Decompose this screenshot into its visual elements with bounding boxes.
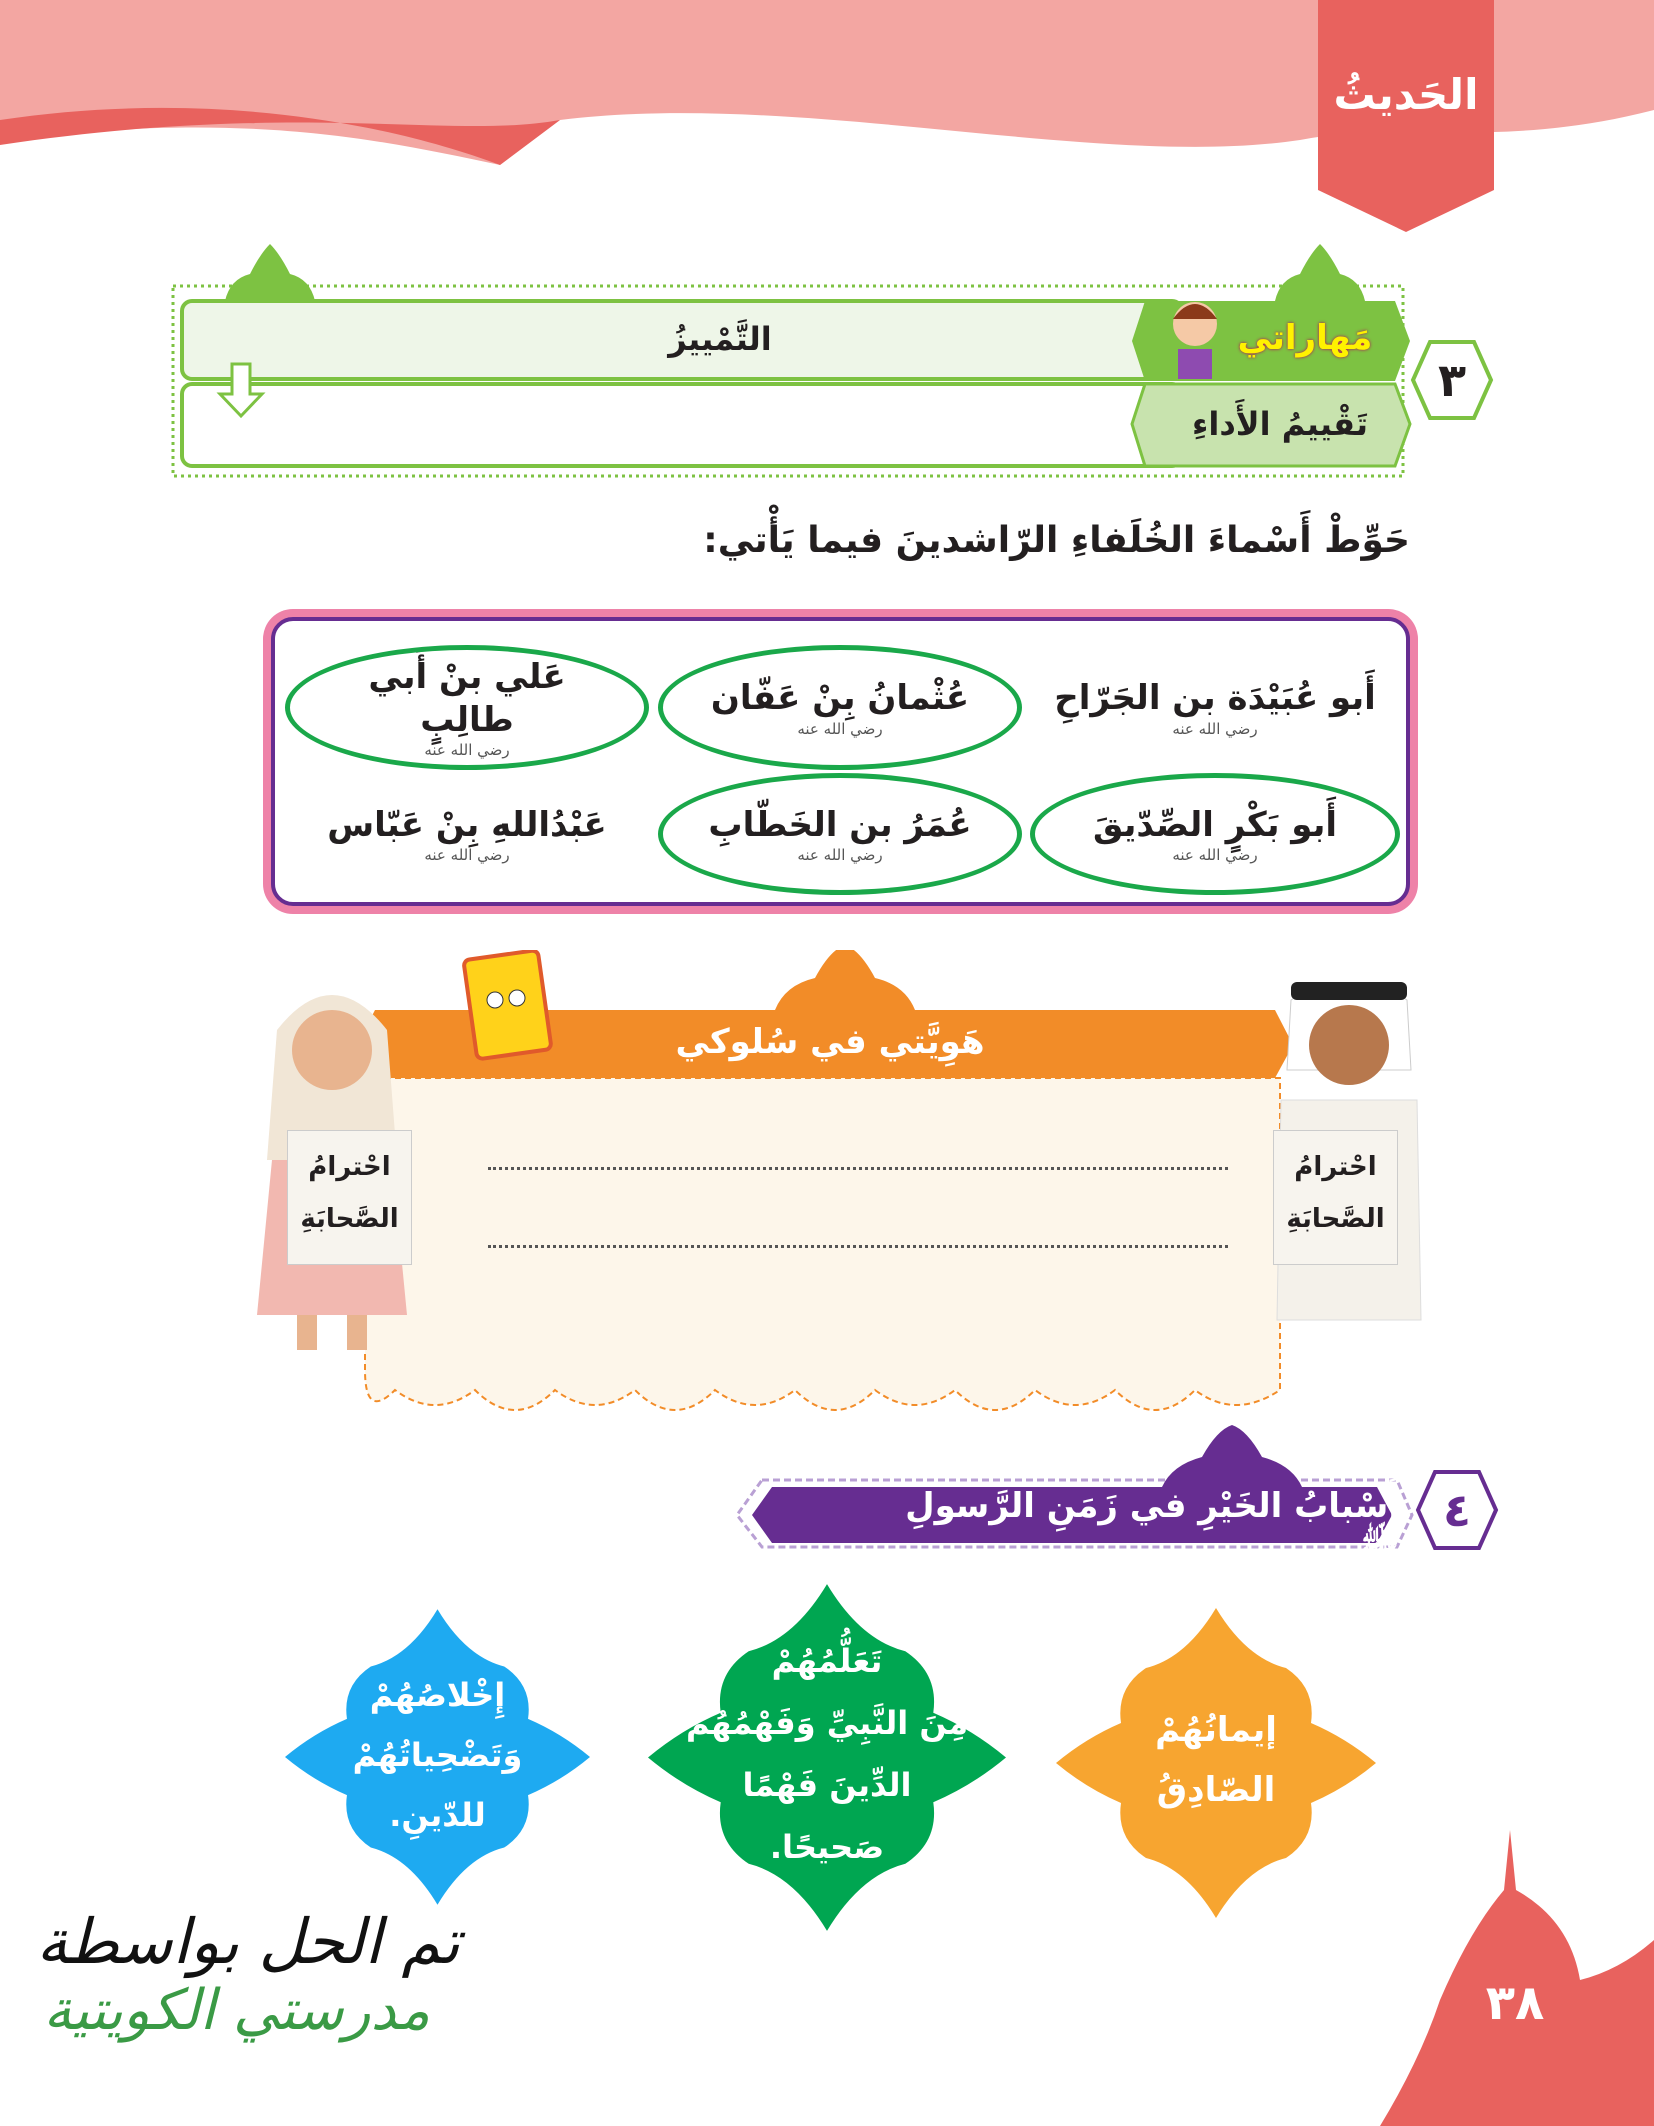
- instruction: حَوِّطْ أَسْماءَ الخُلَفاءِ الرّاشدينَ فيما يَأْتي:: [703, 520, 1410, 561]
- sign-card: [287, 1130, 412, 1265]
- sign-line: احْترامُ: [1294, 1152, 1377, 1182]
- name-text: عُمَرُ بن الخَطّابِ: [708, 804, 972, 845]
- honorific: رضي الله عنه: [424, 846, 510, 865]
- watermark-line: مدرستي الكويتية: [43, 1978, 430, 2043]
- section4-title: أَسْبابُ الخَيْرِ في زَمَنِ الرَّسولِ ﷺ.: [905, 1486, 1400, 1567]
- reason-line: صَحيحًا.: [769, 1828, 885, 1866]
- sign-line: الصَّحابَةِ: [1286, 1204, 1385, 1234]
- reason-line: تَعَلُّمُهُمْ: [771, 1642, 883, 1680]
- name-option-circled[interactable]: [658, 773, 1022, 895]
- honorific: رضي الله عنه: [424, 741, 510, 759]
- page-title: الحَديثُ: [1333, 70, 1479, 119]
- honorific: رضي الله عنه: [797, 846, 883, 865]
- reason-line: إِخْلاصُهُمْ: [369, 1676, 506, 1714]
- reason-line: الصّادِقُ: [1156, 1770, 1276, 1810]
- name-text: أَبو عُبَيْدَة بن الجَرّاحِ: [1054, 678, 1376, 719]
- solution-watermark: [0, 1905, 470, 2105]
- reason-line: الدِّينَ فَهْمًا: [742, 1766, 912, 1804]
- reason-line: إيمانُهُمْ: [1155, 1710, 1277, 1750]
- watermark-line: تم الحل بواسطة: [36, 1905, 460, 1978]
- sign-line: احْترامُ: [308, 1152, 391, 1182]
- name-option[interactable]: [285, 773, 649, 895]
- reason-line: وَتَضْحِياتُهُمْ: [352, 1736, 523, 1774]
- skills-label: مَهاراتي: [1237, 318, 1373, 358]
- behaviour-title: هَوِيَّتي في سُلوكي: [675, 1022, 985, 1062]
- answer-line[interactable]: [488, 1167, 1228, 1170]
- name-option[interactable]: [1030, 645, 1400, 770]
- name-text: عَبْدُاللهِ بِنْ عَبّاس: [327, 804, 607, 845]
- reason-line: مِنَ النَّبِيِّ وَفَهْمُهُمْ: [685, 1704, 968, 1742]
- assessment-label: تَقْييمُ الأَداءِ: [1192, 405, 1368, 443]
- skills-frame: [170, 244, 1417, 481]
- honorific: رضي الله عنه: [1172, 846, 1258, 865]
- sign-card: [1273, 1130, 1398, 1265]
- reason-text: [315, 1665, 560, 1845]
- name-text: عَلي بنْ أَبي طالِبٍ: [368, 657, 566, 740]
- book-character-icon: [463, 950, 551, 1059]
- section4-number: ٤: [1442, 1483, 1472, 1537]
- reason-line: للدّينِ.: [389, 1796, 486, 1834]
- honorific: رضي الله عنه: [797, 719, 883, 738]
- name-text: عُثْمانُ بِنْ عَفّان: [710, 678, 970, 719]
- name-text: أَبو بَكْرٍ الصِّدّيقَ: [1092, 804, 1338, 845]
- answer-line[interactable]: [488, 1245, 1228, 1248]
- page-number: ٣٨: [1485, 1975, 1545, 2031]
- honorific: رضي الله عنه: [1172, 719, 1258, 738]
- name-option-circled[interactable]: [658, 645, 1022, 770]
- sign-line: الصَّحابَةِ: [300, 1204, 399, 1234]
- reason-text: [678, 1630, 976, 1878]
- skill-name: التَّمْييزُ: [668, 320, 772, 358]
- name-option-circled[interactable]: [1030, 773, 1400, 895]
- exercise-number: ٣: [1437, 353, 1467, 407]
- reason-text: [1096, 1700, 1336, 1820]
- name-option-circled[interactable]: [285, 645, 649, 770]
